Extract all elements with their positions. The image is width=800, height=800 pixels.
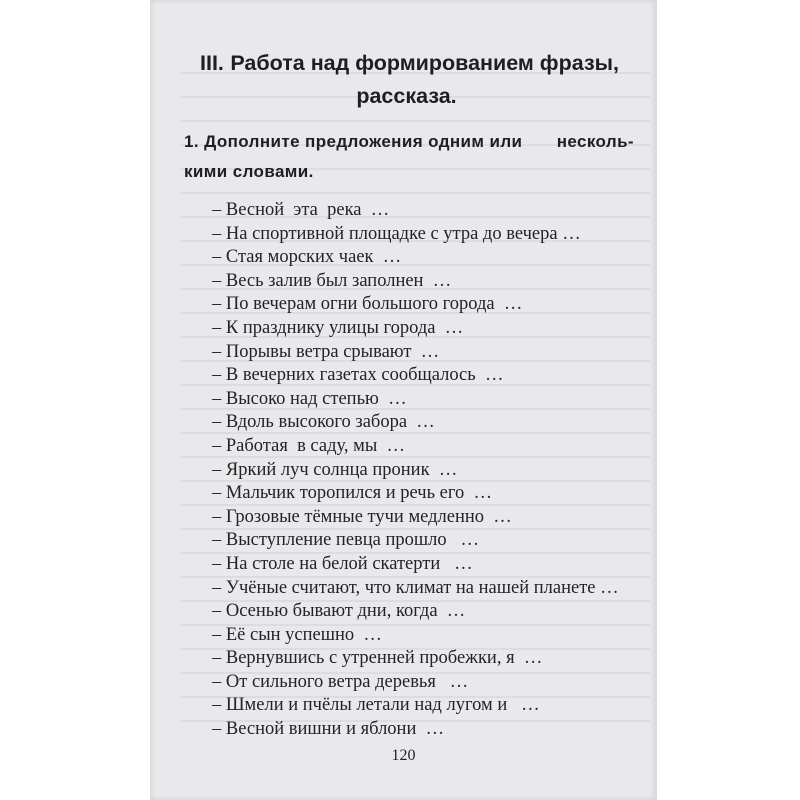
list-item: – Весной вишни и яблони … xyxy=(212,719,445,740)
list-item: – На столе на белой скатерти … xyxy=(212,553,473,574)
section-heading xyxy=(194,47,619,113)
list-item: – Мальчик торопился и речь его … xyxy=(212,483,492,504)
list-item: – Работая в саду, мы … xyxy=(212,435,406,456)
list-item: – Выступление певца прошло … xyxy=(212,530,480,551)
task-instruction-line-2: кими словами. xyxy=(184,162,314,181)
list-item: – Стая морских чаек … xyxy=(212,247,402,268)
list-item: – Грозовые тёмные тучи медленно … xyxy=(212,506,512,527)
task-text-right: несколь- xyxy=(556,132,634,151)
section-heading-line-2 xyxy=(194,80,619,113)
list-item: – Высоко над степью … xyxy=(212,388,407,409)
list-item: – На спортивной площадке с утра до вечера … xyxy=(212,223,581,244)
task-instruction xyxy=(184,127,634,187)
list-item: – Вдоль высокого забора … xyxy=(212,412,435,433)
page-number: 120 xyxy=(391,747,416,764)
section-heading-line-1 xyxy=(194,47,619,80)
section-title-line-2: рассказа. xyxy=(356,84,457,108)
list-item: – Осенью бывают дни, когда … xyxy=(212,601,466,622)
list-item: – Шмели и пчёлы летали над лугом и … xyxy=(212,695,540,716)
list-item: – Весной эта река … xyxy=(212,200,390,220)
list-item: – К празднику улицы города … xyxy=(212,317,464,338)
list-item: – Вернувшись с утренней пробежки, я … xyxy=(212,648,543,669)
list-item: – Порывы ветра срывают … xyxy=(212,341,440,362)
section-title-line-1: Работа над формированием фразы, xyxy=(230,51,619,75)
task-instruction-line-1 xyxy=(184,127,634,157)
list-item: – В вечерних газетах сообщалось … xyxy=(212,365,504,386)
list-item: – От сильного ветра деревья … xyxy=(212,671,469,692)
list-item: – Учёные считают, что климат на нашей планете … xyxy=(212,577,619,598)
section-numeral: III. xyxy=(200,51,224,75)
book-page xyxy=(150,0,657,800)
sentence-list xyxy=(212,199,632,742)
list-item: – Яркий луч солнца проник … xyxy=(212,459,458,480)
list-item: – Её сын успешно … xyxy=(212,624,382,645)
list-item: – По вечерам огни большого города … xyxy=(212,294,523,315)
task-text-left: 1. Дополните предложения одним или xyxy=(184,132,523,151)
list-item: – Весь залив был заполнен … xyxy=(212,270,452,291)
